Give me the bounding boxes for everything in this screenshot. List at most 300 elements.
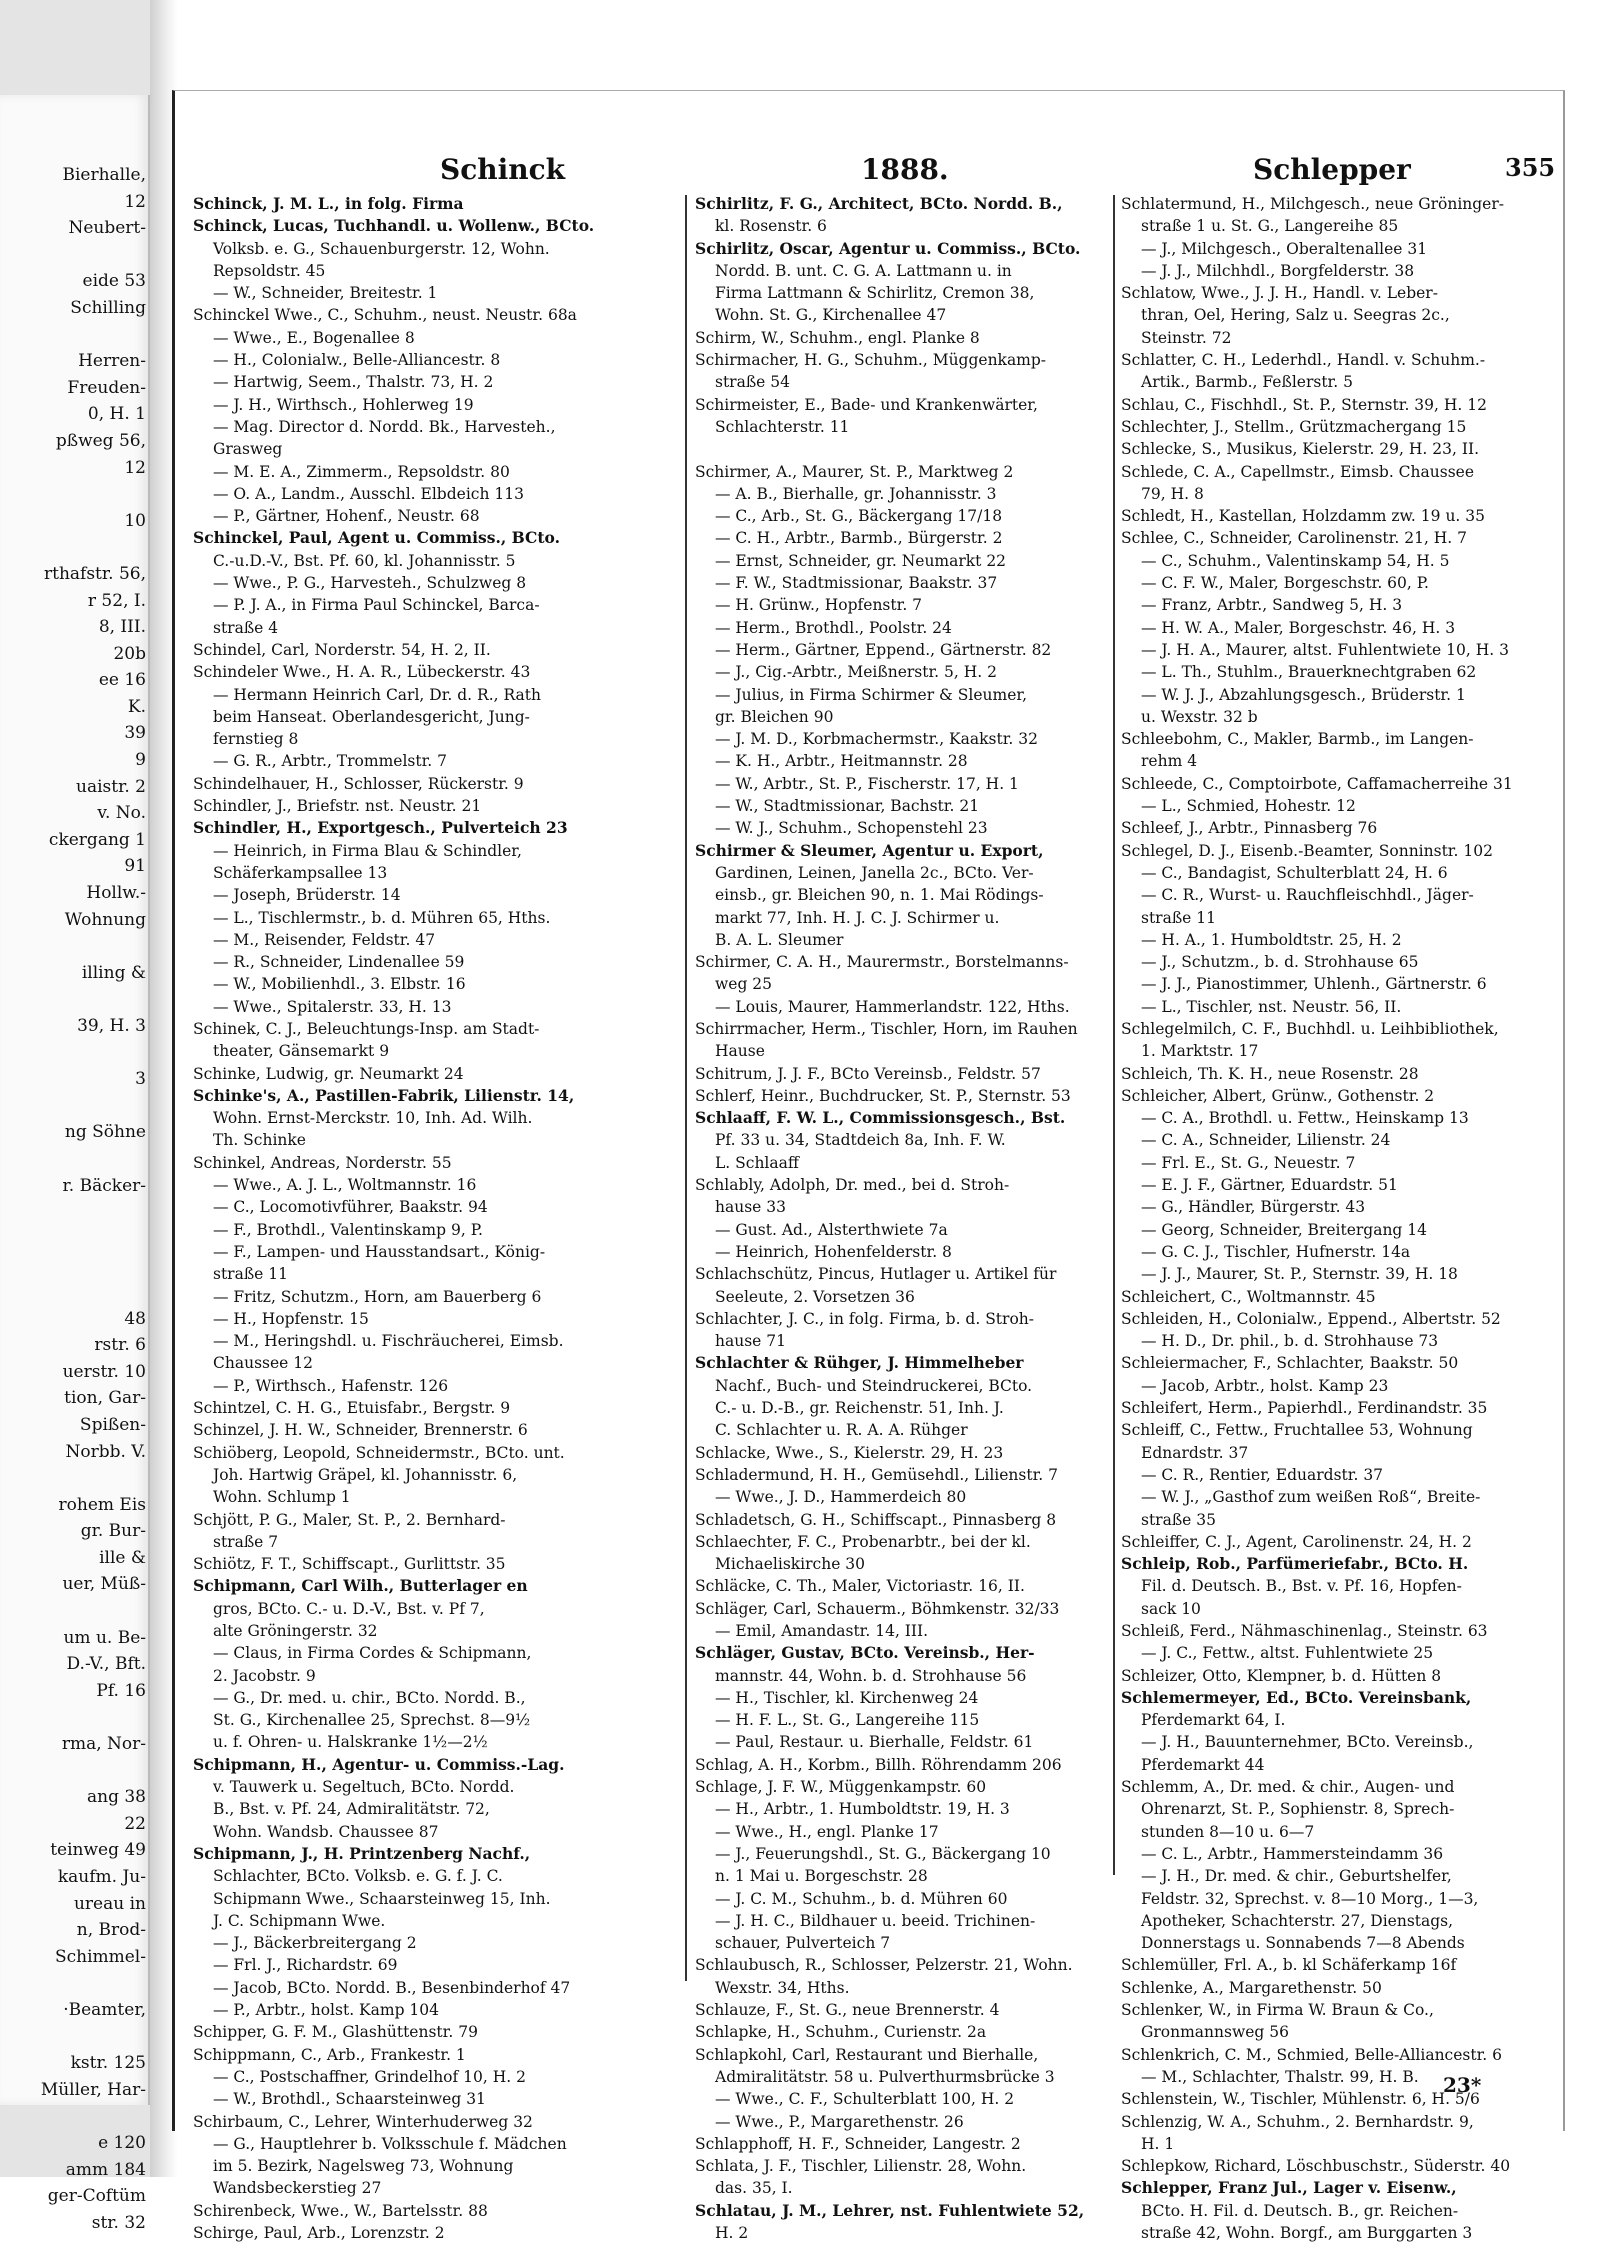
directory-entry-line: BCto. H. Fil. d. Deutsch. B., gr. Reichen- bbox=[1141, 2201, 1459, 2220]
facing-page-line: rohem Eis bbox=[58, 1494, 146, 1515]
directory-entry-line: Schinke, Ludwig, gr. Neumarkt 24 bbox=[193, 1064, 464, 1083]
directory-entry-line: — W. J., „Gasthof zum weißen Roß“, Breite- bbox=[1141, 1488, 1481, 1507]
facing-page-line bbox=[0, 933, 146, 960]
directory-entry-line: — Heinrich, Hohenfelderstr. 8 bbox=[715, 1242, 952, 1261]
directory-entry-line: Schlemm, A., Dr. med. & chir., Augen- und bbox=[1121, 1778, 1455, 1797]
directory-entry-line: Schläger, Gustav, BCto. Vereinsb., Her- bbox=[695, 1643, 1035, 1663]
facing-page-line: uaistr. 2 bbox=[76, 776, 146, 797]
directory-entry-line: — J., Milchgesch., Oberaltenallee 31 bbox=[1141, 239, 1428, 258]
directory-entry-line: Ednardstr. 37 bbox=[1141, 1443, 1249, 1462]
directory-entry-line: — W., Schneider, Breitestr. 1 bbox=[213, 284, 438, 303]
facing-page-line: n, Brod- bbox=[76, 1920, 146, 1941]
facing-page-line: 8, III. bbox=[98, 617, 146, 638]
facing-page-line bbox=[0, 1279, 146, 1306]
directory-entry-line: — Franz, Arbtr., Sandweg 5, H. 3 bbox=[1141, 596, 1403, 615]
directory-entry-line: — R., Schneider, Lindenallee 59 bbox=[213, 953, 465, 972]
directory-entry-line: straße 11 bbox=[1141, 908, 1217, 927]
directory-entry-line: C. Schlachter u. R. A. A. Rühger bbox=[715, 1421, 968, 1440]
facing-page-line: Pf. 16 bbox=[96, 1680, 146, 1701]
facing-page-line: ang 38 bbox=[86, 1787, 146, 1808]
directory-entry-line: — H., Hopfenstr. 15 bbox=[213, 1309, 369, 1328]
directory-entry-line: Schleiff, C., Fettw., Fruchtallee 53, Wohnung bbox=[1121, 1421, 1473, 1440]
directory-entry-line: kl. Rosenstr. 6 bbox=[715, 217, 827, 236]
directory-entry-line: — A. B., Bierhalle, gr. Johannisstr. 3 bbox=[715, 484, 997, 503]
facing-page-line bbox=[0, 1970, 146, 1997]
facing-page-line bbox=[0, 322, 146, 349]
directory-entry-line: — P. J. A., in Firma Paul Schinckel, Barca- bbox=[213, 596, 540, 615]
directory-entry-line: Schindelhauer, H., Schlosser, Rückerstr. 9 bbox=[193, 774, 524, 793]
directory-entry-line: Schlapphoff, H. F., Schneider, Langestr. 2 bbox=[695, 2134, 1021, 2153]
directory-entry-line: Schlapke, H., Schuhm., Curienstr. 2a bbox=[695, 2023, 987, 2042]
directory-entry-line: Schindeler Wwe., H. A. R., Lübeckerstr. 43 bbox=[193, 663, 531, 682]
directory-entry-line: — J. J., Pianostimmer, Uhlenh., Gärtnerstr. 6 bbox=[1141, 975, 1487, 994]
facing-page-line: um u. Be- bbox=[63, 1627, 146, 1648]
facing-page-line: pßweg 56, bbox=[55, 430, 146, 451]
directory-entry-line: — C., Arb., St. G., Bäckergang 17/18 bbox=[715, 507, 1003, 526]
directory-entry-line: L. Schlaaff bbox=[715, 1153, 799, 1172]
directory-entry-line: Schlaubusch, R., Schlosser, Pelzerstr. 21, Wohn. bbox=[695, 1956, 1073, 1975]
facing-page-line: 39 bbox=[124, 723, 146, 744]
directory-entry-line: — H. W. A., Maler, Borgeschstr. 46, H. 3 bbox=[1141, 618, 1456, 637]
directory-entry-line: Volksb. e. G., Schauenburgerstr. 12, Wohn. bbox=[213, 239, 550, 258]
directory-entry-line: Schinck, Lucas, Tuchhandl. u. Wollenw., BCto. bbox=[193, 216, 595, 236]
facing-page-line: Spißen- bbox=[79, 1414, 146, 1435]
directory-entry-line: — W., Mobilienhdl., 3. Elbstr. 16 bbox=[213, 975, 466, 994]
directory-entry-line: — C., Bandagist, Schulterblatt 24, H. 6 bbox=[1141, 863, 1448, 882]
directory-entry-line: — F., Lampen- und Hausstandsart., König- bbox=[213, 1242, 546, 1261]
directory-entry-line: Schirmer & Sleumer, Agentur u. Export, bbox=[695, 840, 1044, 860]
directory-entry-line: — Hermann Heinrich Carl, Dr. d. R., Rath bbox=[213, 685, 541, 704]
directory-entry-line: — Joseph, Brüderstr. 14 bbox=[213, 886, 401, 905]
directory-entry-line: Schläcke, C. Th., Maler, Victoriastr. 16, II. bbox=[695, 1577, 1025, 1596]
directory-entry-line: markt 77, Inh. H. J. C. J. Schirmer u. bbox=[715, 908, 1000, 927]
facing-page-line: ille & bbox=[99, 1547, 146, 1568]
facing-page-line bbox=[0, 1226, 146, 1253]
facing-page-line: gr. Bur- bbox=[80, 1521, 146, 1542]
directory-entry-line: schauer, Pulverteich 7 bbox=[715, 1934, 891, 1953]
facing-page-line: Müller, Har- bbox=[40, 2079, 146, 2100]
directory-entry-line: — W., Arbtr., St. P., Fischerstr. 17, H. 1 bbox=[715, 774, 1019, 793]
directory-entry-line: — K. H., Arbtr., Heitmannstr. 28 bbox=[715, 752, 968, 771]
directory-entry-line: Schäferkampsallee 13 bbox=[213, 863, 388, 882]
directory-entry-line: — W., Brothdl., Schaarsteinweg 31 bbox=[213, 2090, 486, 2109]
directory-entry-line: Schinkel, Andreas, Norderstr. 55 bbox=[193, 1153, 452, 1172]
directory-entry-line: Schlenzig, W. A., Schuhm., 2. Bernhardstr. 9, bbox=[1121, 2112, 1474, 2131]
directory-entry-line: Schleifert, Herm., Papierhdl., Ferdinandstr. 35 bbox=[1121, 1399, 1488, 1418]
directory-entry-line: Schlably, Adolph, Dr. med., bei d. Stroh- bbox=[695, 1176, 1010, 1195]
directory-entry-line: — H. F. L., St. G., Langereihe 115 bbox=[715, 1711, 980, 1730]
directory-entry-line: — C. F. W., Maler, Borgeschstr. 60, P. bbox=[1141, 574, 1429, 593]
facing-page-line: kaufm. Ju- bbox=[57, 1867, 146, 1887]
directory-entry-line: — Claus, in Firma Cordes & Schipmann, bbox=[213, 1644, 532, 1663]
directory-entry-line: im 5. Bezirk, Nagelsweg 73, Wohnung bbox=[213, 2157, 514, 2176]
directory-entry-line: — G. R., Arbtr., Trommelstr. 7 bbox=[213, 752, 448, 771]
facing-page-line: 12 bbox=[124, 191, 146, 212]
directory-entry-line: Schleiß, Ferd., Nähmaschinenlag., Steinstr. 63 bbox=[1121, 1622, 1488, 1640]
directory-entry-line: — Wwe., P., Margarethenstr. 26 bbox=[715, 2112, 964, 2131]
directory-entry-line: sack 10 bbox=[1141, 1599, 1201, 1618]
directory-entry-line: Schiötz, F. T., Schiffscapt., Gurlittstr. 35 bbox=[193, 1555, 506, 1574]
directory-entry-line: — C. H., Arbtr., Barmb., Bürgerstr. 2 bbox=[715, 529, 1003, 548]
directory-entry-line: — L. Th., Stuhlm., Brauerknechtgraben 62 bbox=[1141, 663, 1477, 682]
facing-page-line: 0, H. 1 bbox=[87, 404, 146, 425]
facing-page-line bbox=[0, 1758, 146, 1785]
directory-entry-line: alte Gröningerstr. 32 bbox=[213, 1622, 378, 1640]
directory-entry-line: — Wwe., J. D., Hammerdeich 80 bbox=[715, 1488, 967, 1507]
directory-entry-line: Schleebohm, C., Makler, Barmb., im Langen- bbox=[1121, 730, 1474, 749]
directory-entry-line: Schleizer, Otto, Klempner, b. d. Hütten 8 bbox=[1121, 1666, 1442, 1685]
facing-page-line: 39, H. 3 bbox=[77, 1016, 146, 1036]
directory-entry-line: Schlage, J. F. W., Müggenkampstr. 60 bbox=[695, 1778, 987, 1797]
facing-page-line: Schilling bbox=[70, 297, 146, 318]
facing-page-line: rstr. 6 bbox=[94, 1335, 146, 1356]
directory-entry-line: Schirlitz, F. G., Architect, BCto. Nordd. B., bbox=[695, 194, 1063, 213]
directory-entry-line: Repsoldstr. 45 bbox=[213, 261, 326, 280]
directory-entry-line: straße 35 bbox=[1141, 1510, 1217, 1529]
directory-entry-line: Schindel, Carl, Norderstr. 54, H. 2, II. bbox=[193, 640, 491, 659]
directory-entry-line: Schlauze, F., St. G., neue Brennerstr. 4 bbox=[695, 2001, 1000, 2020]
facing-page-line bbox=[0, 1199, 146, 1226]
directory-entry-line: Schlata, J. F., Tischler, Lilienstr. 28, Wohn. bbox=[695, 2157, 1027, 2176]
directory-entry-line: Schlecke, S., Musikus, Kielerstr. 29, H. 23, II. bbox=[1121, 440, 1479, 459]
directory-entry-line: Schinck, J. M. L., in folg. Firma bbox=[193, 194, 464, 213]
directory-entry-line: Schipper, G. F. M., Glashüttenstr. 79 bbox=[193, 2023, 478, 2042]
directory-entry-line: — H. Grünw., Hopfenstr. 7 bbox=[715, 596, 923, 615]
directory-entry-line: — J. J., Maurer, St. P., Sternstr. 39, H. 18 bbox=[1141, 1265, 1458, 1284]
directory-entry-line: Schippmann, C., Arb., Frankestr. 1 bbox=[193, 2045, 466, 2064]
directory-page bbox=[172, 90, 1565, 2243]
directory-entry-line: C.-u.D.-V., Bst. Pf. 60, kl. Johannisstr. 5 bbox=[213, 551, 516, 570]
directory-entry-line: Schiöberg, Leopold, Schneidermstr., BCto. unt. bbox=[193, 1443, 565, 1462]
facing-page-line: uer, Müß- bbox=[62, 1574, 146, 1595]
directory-entry-line: 2. Jacobstr. 9 bbox=[213, 1666, 316, 1685]
directory-entry-line: — J. H., Dr. med. & chir., Geburtshelfer, bbox=[1141, 1867, 1452, 1886]
column-2 bbox=[695, 193, 1113, 2243]
facing-page-line: Neubert- bbox=[68, 218, 146, 239]
directory-entry-line: Wohn. Ernst-Merckstr. 10, Inh. Ad. Wilh. bbox=[213, 1109, 533, 1128]
directory-entry-line: v. Tauwerk u. Segeltuch, BCto. Nordd. bbox=[213, 1778, 515, 1797]
directory-entry-line: — G., Hauptlehrer b. Volksschule f. Mädchen bbox=[213, 2134, 567, 2153]
directory-entry-line: Schinke's, A., Pastillen-Fabrik, Lilienstr. 14, bbox=[193, 1085, 575, 1105]
directory-entry-line: Wandsbeckerstieg 27 bbox=[213, 2179, 382, 2198]
facing-page-line: Wohnung bbox=[64, 909, 146, 930]
directory-entry-line: — Louis, Maurer, Hammerlandstr. 122, Hths. bbox=[715, 997, 1070, 1016]
directory-entry-line: Seeleute, 2. Vorsetzen 36 bbox=[715, 1287, 915, 1306]
facing-page-line: tion, Gar- bbox=[64, 1388, 146, 1409]
column-3 bbox=[1121, 193, 1531, 2243]
directory-entry-line: — J. H., Bauunternehmer, BCto. Vereinsb., bbox=[1141, 1733, 1474, 1752]
facing-page-line: ureau in bbox=[73, 1893, 146, 1914]
directory-entry-line: Schlemermeyer, Ed., BCto. Vereinsbank, bbox=[1121, 1687, 1472, 1707]
directory-entry-line: H. 1 bbox=[1141, 2134, 1175, 2153]
facing-page-line: teinweg 49 bbox=[50, 1840, 146, 1861]
facing-page-line: 48 bbox=[124, 1308, 146, 1329]
directory-entry-line: Schirlitz, Oscar, Agentur u. Commiss., BCto. bbox=[695, 238, 1081, 258]
facing-page-line: 3 bbox=[135, 1069, 146, 1090]
directory-entry-line: Chaussee 12 bbox=[213, 1354, 313, 1373]
directory-entry-line: Schlepkow, Richard, Löschbuschstr., Süderstr. 40 bbox=[1121, 2157, 1511, 2176]
facing-page-line bbox=[0, 1704, 146, 1731]
directory-entry-line: Feldstr. 32, Sprechst. v. 8—10 Morg., 1—3, bbox=[1141, 1889, 1479, 1908]
directory-entry-line: Schlenke, A., Margarethenstr. 50 bbox=[1121, 1978, 1382, 1997]
directory-entry-line: Schlenkrich, C. M., Schmied, Belle-Alliancestr. 6 bbox=[1121, 2045, 1503, 2064]
facing-page-line: 10 bbox=[124, 510, 146, 531]
directory-entry-line: — J., Feuerungshdl., St. G., Bäckergang 10 bbox=[715, 1844, 1051, 1863]
directory-entry-line: Schirrmacher, Herm., Tischler, Horn, im Rauhen bbox=[695, 1019, 1078, 1038]
facing-page-line bbox=[0, 986, 146, 1013]
directory-entry-line: Schlachter, BCto. Volksb. e. G. f. J. C. bbox=[213, 1867, 503, 1886]
running-header bbox=[175, 153, 1563, 193]
directory-entry-line: — Paul, Restaur. u. Bierhalle, Feldstr. 61 bbox=[715, 1733, 1034, 1752]
directory-entry-line: — P., Arbtr., holst. Kamp 104 bbox=[213, 2001, 439, 2020]
directory-entry-line: Schipmann Wwe., Schaarsteinweg 15, Inh. bbox=[213, 1889, 551, 1908]
column-divider-2 bbox=[1113, 195, 1115, 1875]
facing-page-line: ckergang 1 bbox=[48, 829, 146, 850]
directory-entry-line: straße 7 bbox=[213, 1532, 279, 1551]
directory-entry-line: u. f. Ohren- u. Halskranke 1½—2½ bbox=[213, 1733, 488, 1752]
directory-entry-line: Schlatow, Wwe., J. J. H., Handl. v. Leber- bbox=[1121, 284, 1438, 303]
directory-entry-line: stunden 8—10 u. 6—7 bbox=[1141, 1822, 1315, 1841]
facing-page-line bbox=[0, 1465, 146, 1492]
directory-entry-line: — C. L., Arbtr., Hammersteindamm 36 bbox=[1141, 1844, 1444, 1863]
directory-entry-line: Schinckel, Paul, Agent u. Commiss., BCto. bbox=[193, 528, 560, 548]
facing-page-line: ng Söhne bbox=[64, 1122, 146, 1143]
facing-page-line: amm 184 bbox=[65, 2159, 146, 2180]
directory-entry-line: — Mag. Director d. Nordd. Bk., Harvesteh., bbox=[213, 417, 556, 436]
directory-entry-line: — Jacob, BCto. Nordd. B., Besenbinderhof 47 bbox=[213, 1978, 571, 1997]
directory-entry-line: — C. A., Schneider, Lilienstr. 24 bbox=[1141, 1131, 1391, 1150]
directory-entry-line: Schlaechter, F. C., Probenarbtr., bei der kl. bbox=[695, 1532, 1031, 1551]
directory-entry-line: Fil. d. Deutsch. B., Bst. v. Pf. 16, Hopfen- bbox=[1141, 1577, 1462, 1596]
facing-page-line: D.-V., Bft. bbox=[66, 1654, 146, 1675]
directory-entry-line: — C. R., Rentier, Eduardstr. 37 bbox=[1141, 1465, 1384, 1484]
directory-entry-line: Schleef, J., Arbtr., Pinnasberg 76 bbox=[1121, 819, 1378, 838]
directory-entry-line: Schipmann, J., H. Printzenberg Nachf., bbox=[193, 1843, 531, 1863]
directory-entry-line: — Ernst, Schneider, gr. Neumarkt 22 bbox=[715, 551, 1007, 570]
directory-entry-line: Joh. Hartwig Gräpel, kl. Johannisstr. 6, bbox=[213, 1465, 518, 1484]
directory-entry-line: — W. J., Schuhm., Schopenstehl 23 bbox=[715, 819, 988, 838]
directory-entry-line: — P., Wirthsch., Hafenstr. 126 bbox=[213, 1376, 449, 1395]
directory-entry-line: beim Hanseat. Oberlandesgericht, Jung- bbox=[213, 707, 530, 726]
directory-entry-line: Schlau, C., Fischhdl., St. P., Sternstr. 39, H. 12 bbox=[1121, 395, 1487, 414]
facing-page-line: Bierhalle, bbox=[62, 165, 146, 185]
facing-page-line bbox=[0, 1093, 146, 1120]
directory-entry-line: gros, BCto. C.- u. D.-V., Bst. v. Pf 7, bbox=[213, 1599, 485, 1618]
directory-entry-line: H. 2 bbox=[715, 2224, 749, 2243]
facing-page-line: 91 bbox=[124, 856, 146, 877]
directory-entry-line: Schledt, H., Kastellan, Holzdamm zw. 19 u. 35 bbox=[1121, 507, 1486, 526]
directory-entry-line: — J. J., Milchhdl., Borgfelderstr. 38 bbox=[1141, 261, 1415, 280]
facing-page-line: 9 bbox=[135, 750, 146, 771]
directory-entry-line: — C., Postschaffner, Grindelhof 10, H. 2 bbox=[213, 2067, 526, 2086]
directory-entry-line: fernstieg 8 bbox=[213, 730, 299, 749]
directory-entry-line: — J., Bäckerbreitergang 2 bbox=[213, 1934, 417, 1953]
directory-entry-line: Schlaaff, F. W. L., Commissionsgesch., Bst. bbox=[695, 1108, 1066, 1128]
directory-entry-line: St. G., Kirchenallee 25, Sprechst. 8—9½ bbox=[213, 1711, 531, 1730]
directory-entry-line: Schinek, C. J., Beleuchtungs-Insp. am Stadt- bbox=[193, 1019, 540, 1038]
directory-entry-line: theater, Gänsemarkt 9 bbox=[213, 1042, 390, 1061]
directory-entry-line: Schlatter, C. H., Lederhdl., Handl. v. Schuhm.- bbox=[1121, 351, 1486, 370]
directory-entry-line: Schlenstein, W., Tischler, Mühlenstr. 6, H. 5/6 bbox=[1121, 2090, 1480, 2109]
facing-page-line bbox=[0, 481, 146, 508]
directory-entry-line: — L., Tischler, nst. Neustr. 56, II. bbox=[1141, 997, 1402, 1016]
facing-page-line: r. Bäcker- bbox=[62, 1175, 146, 1196]
facing-page-line: v. No. bbox=[97, 803, 146, 824]
header-last-entry: Schlepper bbox=[1253, 153, 1411, 186]
directory-entry-line: Apotheker, Schachterstr. 27, Dienstags, bbox=[1141, 1911, 1454, 1930]
directory-entry-line: — Frl. J., Richardstr. 69 bbox=[213, 1956, 398, 1975]
directory-entry-line: Schleichert, C., Woltmannstr. 45 bbox=[1121, 1287, 1376, 1306]
directory-entry-line: Schintzel, C. H. G., Etuisfabr., Bergstr. 9 bbox=[193, 1399, 511, 1418]
directory-entry-line: J. C. Schipmann Wwe. bbox=[213, 1911, 386, 1930]
facing-page-line: illing & bbox=[81, 962, 146, 983]
directory-entry-line: Pferdemarkt 64, I. bbox=[1141, 1711, 1286, 1730]
directory-entry-line: Schlegel, D. J., Eisenb.-Beamter, Sonninstr. 102 bbox=[1121, 841, 1493, 860]
directory-entry-line: — Herm., Brothdl., Poolstr. 24 bbox=[715, 618, 952, 637]
directory-entry-line: Schlachter & Rühger, J. Himmelheber bbox=[695, 1353, 1024, 1373]
directory-entry-line: weg 25 bbox=[715, 975, 773, 994]
directory-entry-line: Schirmacher, H. G., Schuhm., Müggenkamp- bbox=[695, 351, 1047, 370]
directory-entry-line: Pferdemarkt 44 bbox=[1141, 1755, 1265, 1774]
directory-entry-line: — J. C. M., Schuhm., b. d. Mühren 60 bbox=[715, 1889, 1008, 1908]
directory-entry-line: Schinckel Wwe., C., Schuhm., neust. Neustr. 68a bbox=[193, 306, 577, 325]
facing-page-line: Schimmel- bbox=[54, 1946, 146, 1967]
directory-entry-line: Schjött, P. G., Maler, St. P., 2. Bernhard- bbox=[193, 1510, 506, 1529]
directory-entry-line: — Wwe., H., engl. Planke 17 bbox=[715, 1822, 939, 1841]
directory-entry-line: Schleiden, H., Colonialw., Eppend., Albertstr. 52 bbox=[1121, 1309, 1501, 1328]
directory-entry-line: Gardinen, Leinen, Janella 2c., BCto. Ver- bbox=[715, 863, 1034, 882]
facing-page-line: Herren- bbox=[78, 351, 146, 372]
directory-entry-line: — F. W., Stadtmissionar, Baakstr. 37 bbox=[715, 574, 998, 593]
directory-entry-line: rehm 4 bbox=[1141, 752, 1198, 771]
directory-entry-line: — E. J. F., Gärtner, Eduardstr. 51 bbox=[1141, 1176, 1398, 1195]
directory-entry-line: — Gust. Ad., Alsterthwiete 7a bbox=[715, 1220, 948, 1239]
directory-entry-line: — M., Schlachter, Thalstr. 99, H. B. bbox=[1141, 2067, 1419, 2086]
directory-entry-line: — L., Schmied, Hohestr. 12 bbox=[1141, 797, 1356, 816]
directory-entry-line: C.- u. D.-B., gr. Reichenstr. 51, Inh. J. bbox=[715, 1399, 1004, 1418]
facing-page-line: rthafstr. 56, bbox=[44, 563, 146, 584]
directory-entry-line: Schirenbeck, Wwe., W., Bartelsstr. 88 bbox=[193, 2201, 488, 2220]
directory-entry-line: n. 1 Mai u. Borgeschstr. 28 bbox=[715, 1867, 928, 1886]
facing-page-line: uerstr. 10 bbox=[62, 1361, 146, 1382]
facing-page-line: 12 bbox=[124, 457, 146, 478]
directory-entry-line: — G., Händler, Bürgerstr. 43 bbox=[1141, 1198, 1366, 1217]
directory-entry-line: — J., Cig.-Arbtr., Meißnerstr. 5, H. 2 bbox=[715, 663, 997, 682]
directory-entry-line: Schlede, C. A., Capellmstr., Eimsb. Chaussee bbox=[1121, 462, 1474, 481]
directory-entry-line: — Wwe., P. G., Harvesteh., Schulzweg 8 bbox=[213, 574, 527, 593]
signature-mark: 23* bbox=[1443, 2073, 1482, 2097]
directory-entry-line: Schladermund, H. H., Gemüsehdl., Lilienstr. 7 bbox=[695, 1465, 1059, 1484]
directory-entry-line: Schlenker, W., in Firma W. Braun & Co., bbox=[1121, 2001, 1434, 2020]
directory-entry-line: Schitrum, J. J. F., BCto Vereinsb., Feldstr. 57 bbox=[695, 1064, 1041, 1083]
directory-entry-line: Schlacke, Wwe., S., Kielerstr. 29, H. 23 bbox=[695, 1443, 1004, 1462]
directory-entry-line: Steinstr. 72 bbox=[1141, 328, 1232, 347]
directory-entry-line: — Wwe., Spitalerstr. 33, H. 13 bbox=[213, 997, 452, 1016]
directory-entry-line: hause 71 bbox=[715, 1332, 786, 1351]
directory-entry-line: Schlachterstr. 11 bbox=[715, 417, 850, 436]
directory-entry-line: — Frl. E., St. G., Neuestr. 7 bbox=[1141, 1153, 1356, 1172]
directory-entry-line: — H., Arbtr., 1. Humboldtstr. 19, H. 3 bbox=[715, 1800, 1010, 1819]
header-year: 1888. bbox=[861, 153, 949, 186]
directory-entry-line: — H. D., Dr. phil., b. d. Strohhause 73 bbox=[1141, 1332, 1439, 1351]
facing-page-line bbox=[0, 1598, 146, 1625]
directory-entry-line: — M., Heringshdl. u. Fischräucherei, Eimsb. bbox=[213, 1332, 564, 1351]
directory-entry-line: Wexstr. 34, Hths. bbox=[715, 1978, 850, 1997]
directory-entry-line: Schindler, J., Briefstr. nst. Neustr. 21 bbox=[193, 797, 482, 816]
directory-entry-line: — Heinrich, in Firma Blau & Schindler, bbox=[213, 841, 522, 860]
directory-entry-line: Schirmer, A., Maurer, St. P., Marktweg 2 bbox=[695, 462, 1014, 481]
directory-entry-line: Firma Lattmann & Schirlitz, Cremon 38, bbox=[715, 284, 1035, 303]
directory-entry-line: — Georg, Schneider, Breitergang 14 bbox=[1141, 1220, 1428, 1239]
column-1 bbox=[193, 193, 603, 2243]
directory-entry-line: Schlee, C., Schneider, Carolinenstr. 21, H. 7 bbox=[1121, 529, 1468, 548]
facing-page-line bbox=[0, 2024, 146, 2051]
header-first-entry: Schinck bbox=[440, 153, 566, 186]
directory-entry-line: u. Wexstr. 32 b bbox=[1141, 707, 1258, 726]
directory-entry-line: Schipmann, H., Agentur- u. Commiss.-Lag. bbox=[193, 1754, 565, 1774]
directory-entry-line: straße 4 bbox=[213, 618, 279, 637]
directory-entry-line: — M. E. A., Zimmerm., Repsoldstr. 80 bbox=[213, 462, 510, 481]
directory-entry-line: Grasweg bbox=[213, 440, 283, 459]
directory-entry-line: Schlachter, J. C., in folg. Firma, b. d. Stroh- bbox=[695, 1309, 1035, 1328]
facing-page-text bbox=[0, 162, 146, 2236]
directory-entry-line: Schleich, Th. K. H., neue Rosenstr. 28 bbox=[1121, 1064, 1419, 1083]
directory-entry-line: Artik., Barmb., Feßlerstr. 5 bbox=[1141, 373, 1353, 392]
directory-entry-line: Ohrenarzt, St. P., Sophienstr. 8, Sprech- bbox=[1141, 1800, 1455, 1819]
directory-entry-line: Wohn. Wandsb. Chaussee 87 bbox=[213, 1822, 439, 1841]
directory-entry-line: — Julius, in Firma Schirmer & Sleumer, bbox=[715, 685, 1027, 704]
directory-entry-line: Schlegelmilch, C. F., Buchhdl. u. Leihbibliothek, bbox=[1121, 1019, 1499, 1038]
directory-entry-line: das. 35, I. bbox=[715, 2179, 793, 2198]
directory-entry-line: — Herm., Gärtner, Eppend., Gärtnerstr. 82 bbox=[715, 640, 1052, 659]
directory-entry-line: Th. Schinke bbox=[213, 1131, 306, 1150]
facing-page-line bbox=[0, 1146, 146, 1173]
directory-entry-line: — Fritz, Schutzm., Horn, am Bauerberg 6 bbox=[213, 1287, 542, 1306]
directory-entry-line: Schindler, H., Exportgesch., Pulverteich 23 bbox=[193, 818, 568, 838]
directory-entry-line: Gronmannsweg 56 bbox=[1141, 2023, 1289, 2042]
directory-entry-line: — J., Schutzm., b. d. Strohhause 65 bbox=[1141, 953, 1419, 972]
directory-entry-line: — Hartwig, Seem., Thalstr. 73, H. 2 bbox=[213, 373, 494, 392]
facing-page-line bbox=[0, 2103, 146, 2130]
directory-entry-line: hause 33 bbox=[715, 1198, 786, 1217]
directory-entry-line: — W. J. J., Abzahlungsgesch., Brüderstr. 1 bbox=[1141, 685, 1466, 704]
directory-entry-line: Schlepper, Franz Jul., Lager v. Eisenw., bbox=[1121, 2178, 1457, 2198]
directory-entry-line: Schladetsch, G. H., Schiffscapt., Pinnasberg 8 bbox=[695, 1510, 1057, 1529]
directory-entry-line: — C., Locomotivführer, Baakstr. 94 bbox=[213, 1198, 488, 1217]
directory-entry-line: — C. R., Wurst- u. Rauchfleischhdl., Jäger- bbox=[1141, 886, 1474, 905]
facing-page-line: Hollw.- bbox=[86, 883, 146, 904]
facing-page-line: e 120 bbox=[98, 2132, 146, 2153]
directory-entry-line: Donnerstags u. Sonnabends 7—8 Abends bbox=[1141, 1934, 1465, 1953]
directory-entry-line: — Jacob, Arbtr., holst. Kamp 23 bbox=[1141, 1376, 1389, 1395]
directory-entry-line: Schlechter, J., Stellm., Grützmachergang 15 bbox=[1121, 417, 1467, 436]
directory-entry-line: Schirmeister, E., Bade- und Krankenwärter, bbox=[695, 395, 1038, 414]
directory-entry-line: Wohn. St. G., Kirchenallee 47 bbox=[715, 306, 947, 325]
directory-entry-line: Schleiermacher, F., Schlachter, Baakstr. 50 bbox=[1121, 1354, 1459, 1373]
directory-entry-line: Admiralitätstr. 58 u. Pulverthurmsbrücke 3 bbox=[715, 2067, 1055, 2086]
directory-entry-line: Michaeliskirche 30 bbox=[715, 1555, 866, 1574]
directory-entry-line: — J. H. C., Bildhauer u. beeid. Trichinen- bbox=[715, 1911, 1036, 1930]
directory-entry-line: B. A. L. Sleumer bbox=[715, 930, 844, 949]
directory-entry-line: straße 42, Wohn. Borgf., am Burggarten 3 bbox=[1141, 2224, 1473, 2243]
directory-entry-line: — W., Stadtmissionar, Bachstr. 21 bbox=[715, 797, 980, 816]
column-divider-1 bbox=[685, 195, 687, 1981]
directory-entry-line: Schlag, A. H., Korbm., Billh. Röhrendamm 206 bbox=[695, 1755, 1062, 1774]
directory-entry-line: — C. A., Brothdl. u. Fettw., Heinskamp 13 bbox=[1141, 1109, 1469, 1128]
directory-entry-line: gr. Bleichen 90 bbox=[715, 707, 834, 726]
directory-entry-line: — F., Brothdl., Valentinskamp 9, P. bbox=[213, 1220, 483, 1239]
directory-entry-line: 79, H. 8 bbox=[1141, 484, 1204, 503]
